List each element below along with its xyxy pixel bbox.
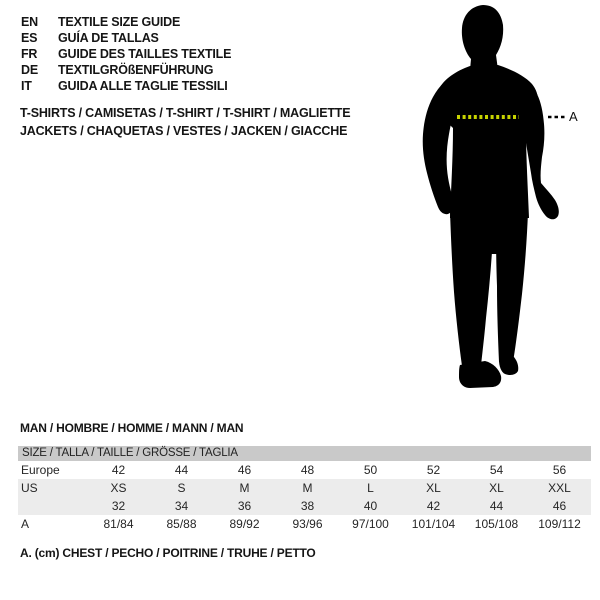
- row-label: A: [21, 517, 30, 531]
- size-cell: 42: [426, 499, 441, 513]
- size-cell: 38: [300, 499, 315, 513]
- size-cell: 52: [426, 463, 441, 477]
- silhouette-left-foot: [459, 361, 501, 388]
- row-label: [18, 497, 87, 515]
- size-cell: 81/84: [103, 517, 134, 531]
- language-row-es: [21, 30, 231, 46]
- category-jackets: JACKETS / CHAQUETAS / VESTES / JACKEN / GIACCHE: [20, 124, 348, 138]
- size-cell: 50: [363, 463, 378, 477]
- silhouette-right-leg: [496, 212, 528, 362]
- size-cell: 97/100: [352, 517, 389, 531]
- size-cell: XL: [489, 481, 504, 495]
- size-cell: 101/104: [411, 517, 456, 531]
- row-label: Europe: [21, 463, 60, 477]
- man-silhouette-graphic: [410, 0, 600, 400]
- size-table: [18, 446, 591, 533]
- section-heading-man: MAN / HOMBRE / HOMME / MANN / MAN: [20, 421, 244, 435]
- language-code: ES: [21, 31, 38, 45]
- table-row-us: [18, 479, 591, 497]
- table-row-us-numeric: [18, 497, 591, 515]
- category-tshirts: T-SHIRTS / CAMISETAS / T-SHIRT / T-SHIRT / MAGLIETTE: [20, 106, 351, 120]
- measure-label-a: A: [569, 109, 578, 124]
- size-cell: 46: [237, 463, 252, 477]
- language-label: TEXTILE SIZE GUIDE: [58, 15, 181, 29]
- size-cell: 93/96: [292, 517, 323, 531]
- silhouette-left-leg: [450, 212, 494, 366]
- size-cell: L: [367, 481, 374, 495]
- language-label: GUIDE DES TAILLES TEXTILE: [58, 47, 232, 61]
- language-list: [21, 14, 231, 94]
- language-label: GUIDA ALLE TAGLIE TESSILI: [58, 79, 228, 93]
- size-cell: 48: [300, 463, 315, 477]
- silhouette-head: [462, 5, 503, 70]
- size-cell: M: [302, 481, 313, 495]
- size-cell: 85/88: [166, 517, 197, 531]
- language-code: IT: [21, 79, 32, 93]
- language-label: GUÍA DE TALLAS: [58, 31, 159, 45]
- size-cell: 54: [489, 463, 504, 477]
- size-cell: 89/92: [229, 517, 260, 531]
- language-code: DE: [21, 63, 38, 77]
- size-cell: 34: [174, 499, 189, 513]
- silhouette-right-foot: [499, 356, 518, 375]
- language-code: FR: [21, 47, 38, 61]
- size-table-header: SIZE / TALLA / TAILLE / GRÖSSE / TAGLIA: [18, 446, 591, 461]
- language-row-it: [21, 78, 231, 94]
- row-label: US: [21, 481, 38, 495]
- table-row-chest-cm: [18, 515, 591, 533]
- size-cell: 46: [552, 499, 567, 513]
- size-cell: M: [239, 481, 250, 495]
- language-code: EN: [21, 15, 38, 29]
- language-row-de: [21, 62, 231, 78]
- measurement-footnote: A. (cm) CHEST / PECHO / POITRINE / TRUHE / PETTO: [20, 546, 316, 560]
- size-cell: 36: [237, 499, 252, 513]
- size-cell: 56: [552, 463, 567, 477]
- language-label: TEXTILGRÖßENFÜHRUNG: [58, 63, 214, 77]
- man-silhouette-figure: [410, 0, 600, 400]
- size-cell: 105/108: [474, 517, 519, 531]
- size-cell: XS: [110, 481, 127, 495]
- size-cell: S: [177, 481, 186, 495]
- language-row-fr: [21, 46, 231, 62]
- size-cell: 44: [489, 499, 504, 513]
- size-cell: XL: [426, 481, 441, 495]
- language-row-en: [21, 14, 231, 30]
- size-cell: 44: [174, 463, 189, 477]
- size-cell: 109/112: [538, 517, 581, 531]
- size-cell: 32: [111, 499, 126, 513]
- size-cell: 40: [363, 499, 378, 513]
- table-row-europe: [18, 461, 591, 479]
- size-cell: XXL: [548, 481, 571, 495]
- size-cell: 42: [111, 463, 126, 477]
- category-lines: [20, 104, 350, 140]
